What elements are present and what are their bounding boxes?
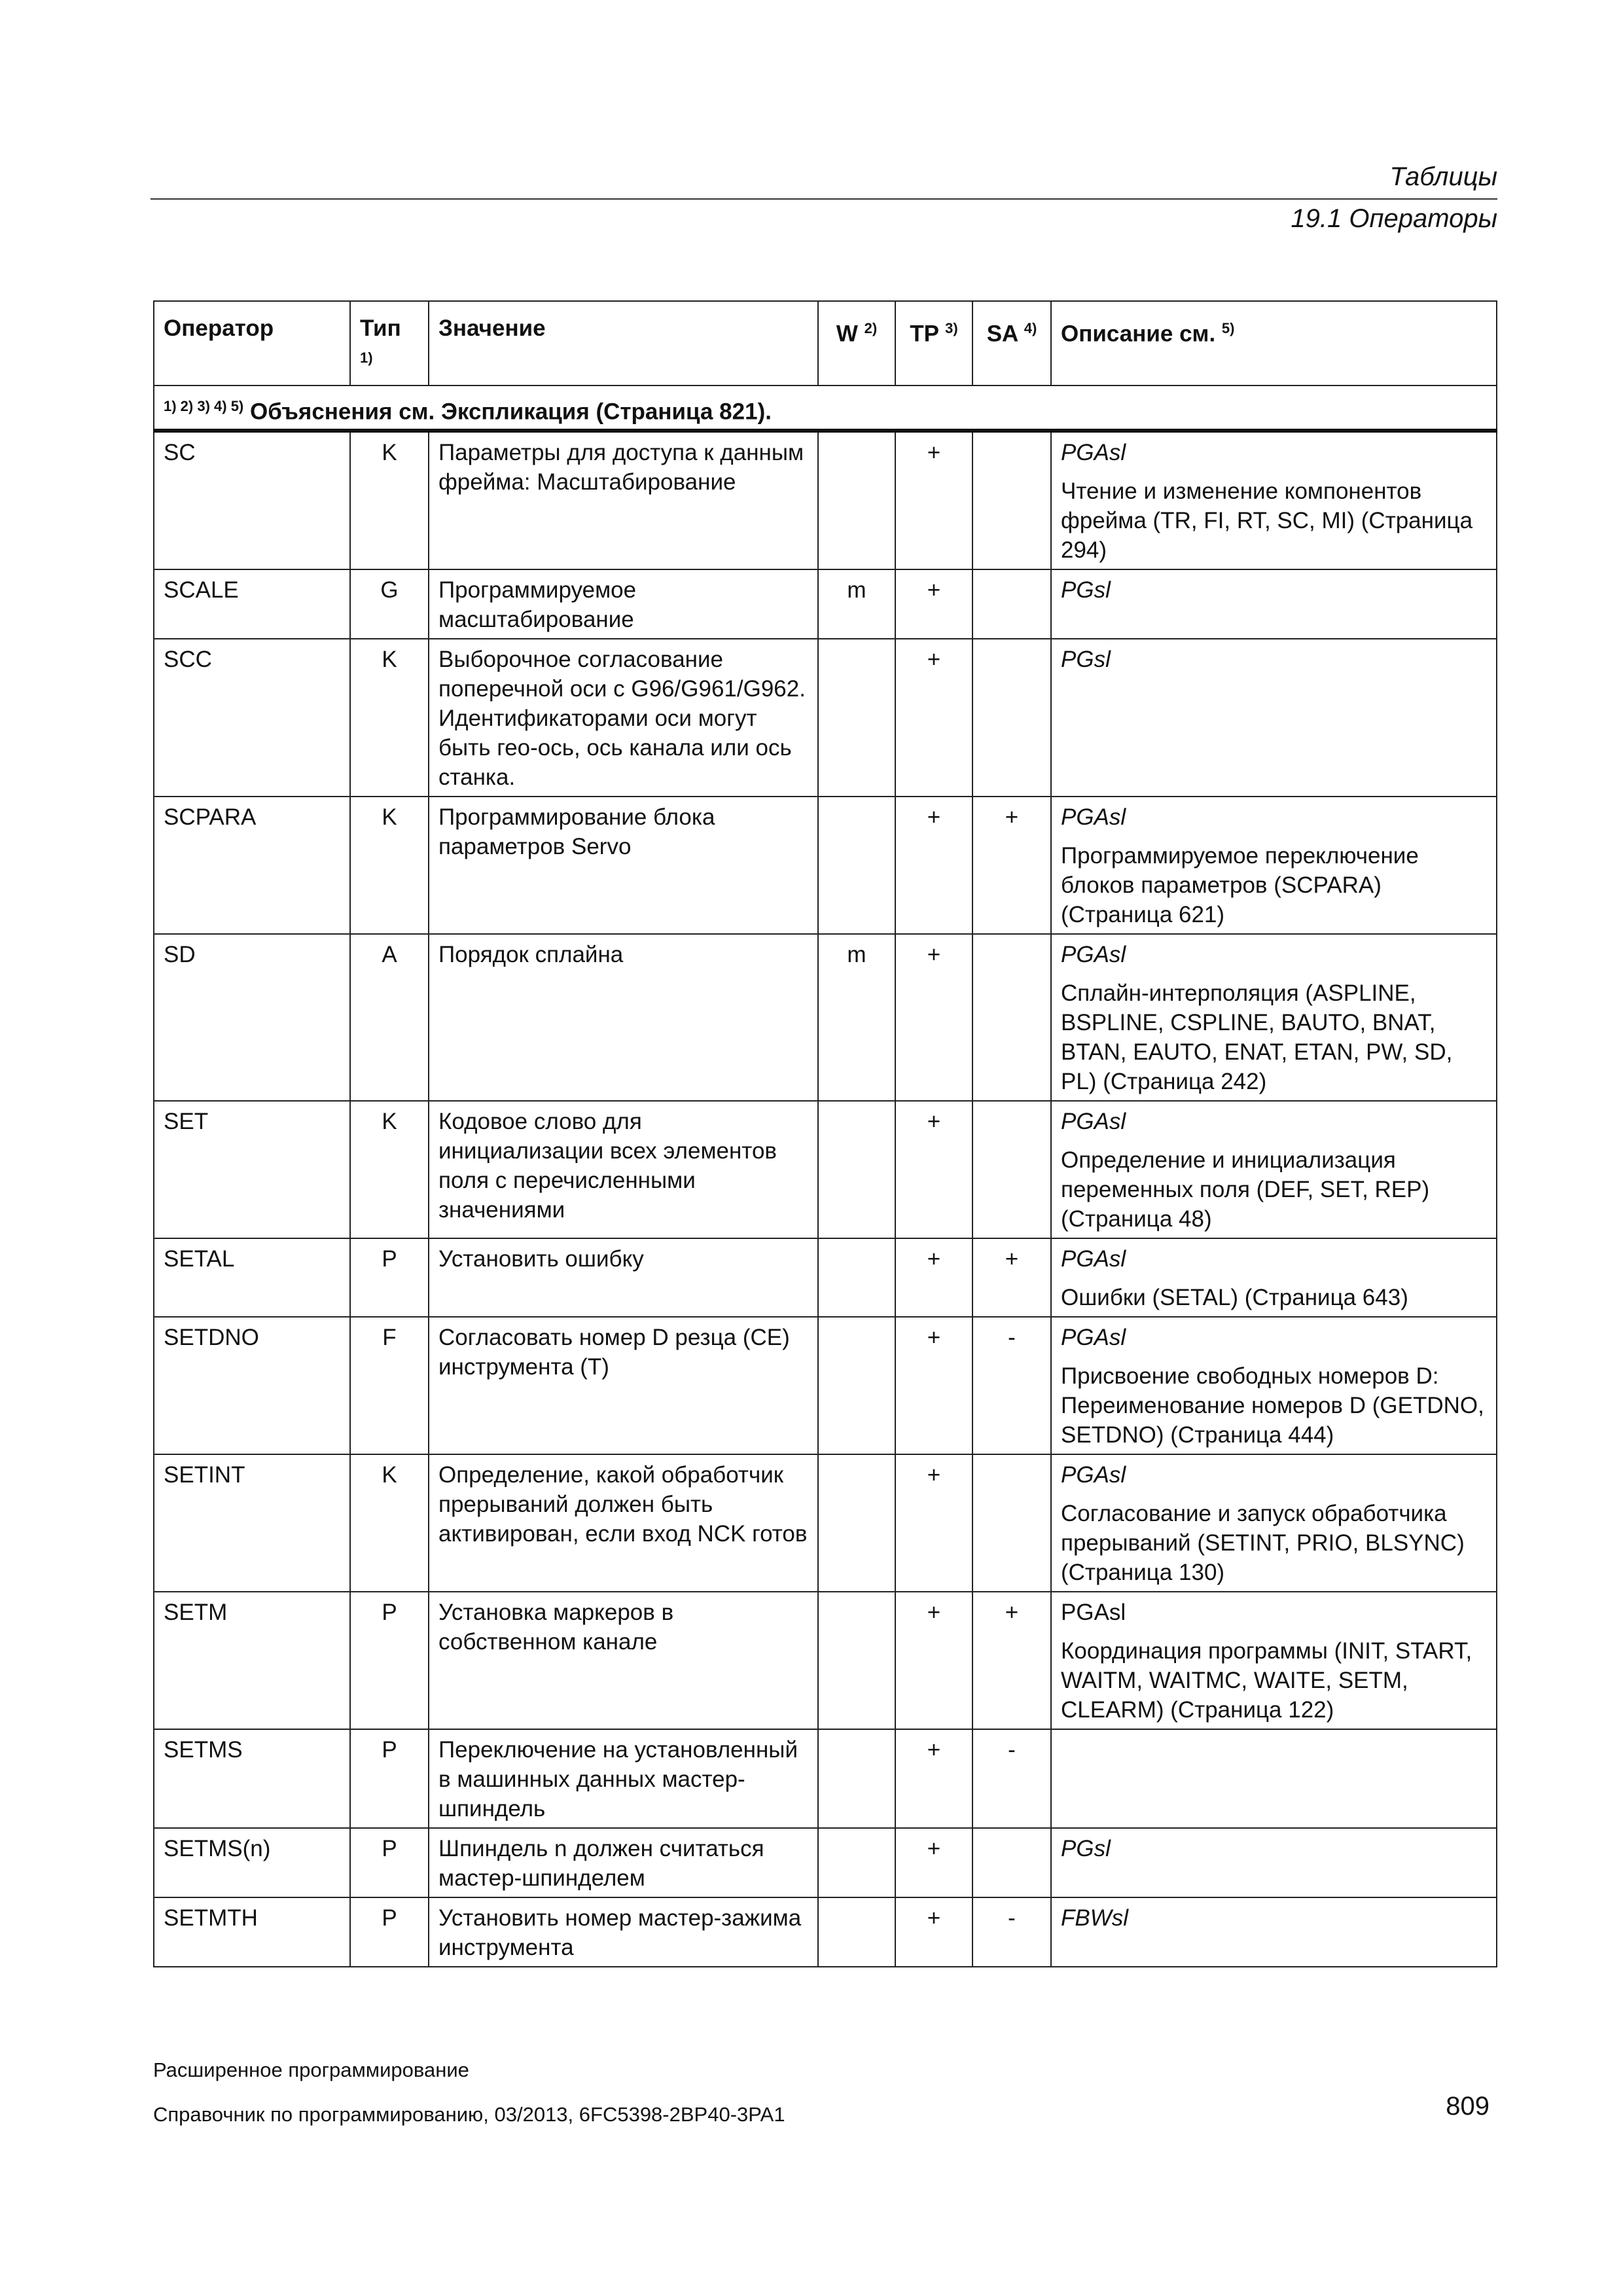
tp-cell: + [895,1828,972,1897]
description-link-text[interactable]: Присвоение свободных номеров D: Переименование номеров D (GETDNO, SETDNO) (Страница 444) [1061,1363,1484,1448]
table-row [154,569,1497,639]
table-row [154,1828,1497,1897]
tp-cell: + [895,1897,972,1967]
table-row [154,1729,1497,1828]
sa-cell [972,1828,1051,1897]
type-cell: K [350,797,429,934]
description-cell [1051,1897,1497,1967]
sa-cell [972,1454,1051,1592]
operator-cell: SCALE [154,569,350,639]
w-cell [818,1729,895,1828]
meaning-cell: Определение, какой обработчик прерываний должен быть активирован, если вход NCK готов [429,1454,818,1592]
description-cell [1051,431,1497,569]
description-link-text[interactable]: Определение и инициализация переменных поля (DEF, SET, REP) (Страница 48) [1061,1147,1430,1232]
running-header-title: Таблицы [1389,162,1497,191]
type-cell: P [350,1729,429,1828]
sa-cell: + [972,797,1051,934]
w-cell [818,639,895,797]
type-cell: K [350,431,429,569]
type-cell: A [350,934,429,1101]
description-reference: PGAsl [1061,1109,1126,1135]
table-header-row [154,301,1497,386]
description-cell [1051,1454,1497,1592]
table-footnote-row [154,386,1497,431]
description-link-text[interactable]: Чтение и изменение компонентов фрейма (TR, FI, RT, SC, MI) (Страница 294) [1061,478,1473,564]
meaning-cell: Переключение на установленный в машинных данных мастер-шпиндель [429,1729,818,1828]
w-cell [818,1897,895,1967]
operator-cell: SETM [154,1592,350,1729]
meaning-cell: Кодовое слово для инициализации всех элементов поля с перечисленными значениями [429,1101,818,1238]
type-cell: F [350,1317,429,1454]
w-cell [818,1454,895,1592]
sa-cell [972,1101,1051,1238]
meaning-cell: Порядок сплайна [429,934,818,1101]
table-row [154,1317,1497,1454]
type-cell: K [350,639,429,797]
description-reference: PGAsl [1061,1600,1126,1626]
tp-cell: + [895,1101,972,1238]
operator-cell: SETDNO [154,1317,350,1454]
meaning-cell: Параметры для доступа к данным фрейма: Масштабирование [429,431,818,569]
description-cell [1051,1238,1497,1317]
tp-cell: + [895,569,972,639]
header-divider [151,198,1497,200]
operator-cell: SCC [154,639,350,797]
description-cell [1051,797,1497,934]
description-reference: PGAsl [1061,804,1126,831]
tp-cell: + [895,1729,972,1828]
sa-cell: - [972,1317,1051,1454]
operator-cell: SC [154,431,350,569]
table-row [154,934,1497,1101]
operators-table [153,300,1497,1967]
description-reference: PGsl [1061,647,1111,673]
column-header-description: Описание см. $^{5)}$ [1051,301,1497,386]
tp-cell: + [895,1317,972,1454]
column-header-sa: SA $^{4)}$ [972,301,1051,386]
w-cell: m [818,569,895,639]
description-link-text[interactable]: Сплайн-интерполяция (ASPLINE, BSPLINE, CSPLINE, BAUTO, BNAT, BTAN, EAUTO, ENAT, ETAN, PW, SD, PL) (Страница 242) [1061,980,1453,1095]
w-cell [818,797,895,934]
operator-cell: SETINT [154,1454,350,1592]
meaning-cell: Установить ошибку [429,1238,818,1317]
w-cell [818,1828,895,1897]
sa-cell: + [972,1592,1051,1729]
sa-cell [972,934,1051,1101]
tp-cell: + [895,1592,972,1729]
column-header-tp: TP $^{3)}$ [895,301,972,386]
footer-book-edition: Справочник по программированию, 03/2013, 6FC5398-2BP40-3PA1 [153,2103,785,2126]
tp-cell: + [895,934,972,1101]
sa-cell: - [972,1897,1051,1967]
type-cell: G [350,569,429,639]
description-cell [1051,639,1497,797]
tp-cell: + [895,1238,972,1317]
description-link-text[interactable]: Программируемое переключение блоков параметров (SCPARA) (Страница 621) [1061,843,1419,928]
meaning-cell: Установить номер мастер-зажима инструмента [429,1897,818,1967]
meaning-cell: Установка маркеров в собственном канале [429,1592,818,1729]
table-row [154,1454,1497,1592]
operator-cell: SETMS(n) [154,1828,350,1897]
table-row [154,431,1497,569]
operator-cell: SD [154,934,350,1101]
sa-cell [972,639,1051,797]
w-cell [818,1238,895,1317]
meaning-cell: Согласовать номер D резца (CE) инструмента (T) [429,1317,818,1454]
w-cell: m [818,934,895,1101]
operator-cell: SETMS [154,1729,350,1828]
tp-cell: + [895,797,972,934]
column-header-meaning: Значение [429,301,818,386]
description-reference: PGAsl [1061,942,1126,968]
sa-cell: + [972,1238,1051,1317]
description-reference: PGAsl [1061,440,1126,466]
meaning-cell: Программируемое масштабирование [429,569,818,639]
meaning-cell: Программирование блока параметров Servo [429,797,818,934]
table-row [154,1897,1497,1967]
table-row [154,797,1497,934]
description-link-text[interactable]: Ошибки (SETAL) (Страница 643) [1061,1285,1408,1311]
description-reference: PGsl [1061,577,1111,603]
description-cell [1051,1592,1497,1729]
description-cell [1051,934,1497,1101]
tp-cell: + [895,639,972,797]
sa-cell [972,431,1051,569]
description-cell [1051,569,1497,639]
table-footnote: $^{1) 2) 3) 4) 5)}$ Объяснения см. Экспликация (Страница 821). [154,386,1497,431]
description-cell [1051,1729,1497,1828]
w-cell [818,1592,895,1729]
sa-cell: - [972,1729,1051,1828]
page-number: 809 [1446,2092,1489,2121]
table-row [154,1101,1497,1238]
table-row [154,639,1497,797]
description-cell [1051,1828,1497,1897]
column-header-operator: Оператор [154,301,350,386]
type-cell: P [350,1592,429,1729]
description-link-text[interactable]: Согласование и запуск обработчика прерываний (SETINT, PRIO, BLSYNC) (Страница 130) [1061,1501,1465,1586]
type-cell: P [350,1828,429,1897]
meaning-cell: Выборочное согласование поперечной оси с G96/G961/G962. Идентификаторами оси могут быть гео-ось, ось канала или ось станка. [429,639,818,797]
tp-cell: + [895,431,972,569]
type-cell: P [350,1238,429,1317]
description-cell [1051,1317,1497,1454]
w-cell [818,1101,895,1238]
description-reference: PGAsl [1061,1462,1126,1488]
description-reference: PGAsl [1061,1246,1126,1272]
operator-cell: SET [154,1101,350,1238]
meaning-cell: Шпиндель n должен считаться мастер-шпинделем [429,1828,818,1897]
w-cell [818,431,895,569]
tp-cell: + [895,1454,972,1592]
operator-cell: SETAL [154,1238,350,1317]
type-cell: P [350,1897,429,1967]
type-cell: K [350,1454,429,1592]
description-cell [1051,1101,1497,1238]
footer-book-title: Расширенное программирование [153,2058,469,2081]
description-reference: PGsl [1061,1836,1111,1862]
column-header-w: W $^{2)}$ [818,301,895,386]
column-header-type: Тип $^{1)}$ [350,301,429,386]
type-cell: K [350,1101,429,1238]
operator-cell: SCPARA [154,797,350,934]
running-header-section: 19.1 Операторы [1291,204,1497,233]
w-cell [818,1317,895,1454]
table-row [154,1592,1497,1729]
table-row [154,1238,1497,1317]
description-reference: FBWsl [1061,1905,1129,1931]
description-reference: PGAsl [1061,1325,1126,1351]
description-link-text[interactable]: Координация программы (INIT, START, WAITM, WAITMC, WAITE, SETM, CLEARM) (Страница 122) [1061,1638,1472,1723]
sa-cell [972,569,1051,639]
operator-cell: SETMTH [154,1897,350,1967]
